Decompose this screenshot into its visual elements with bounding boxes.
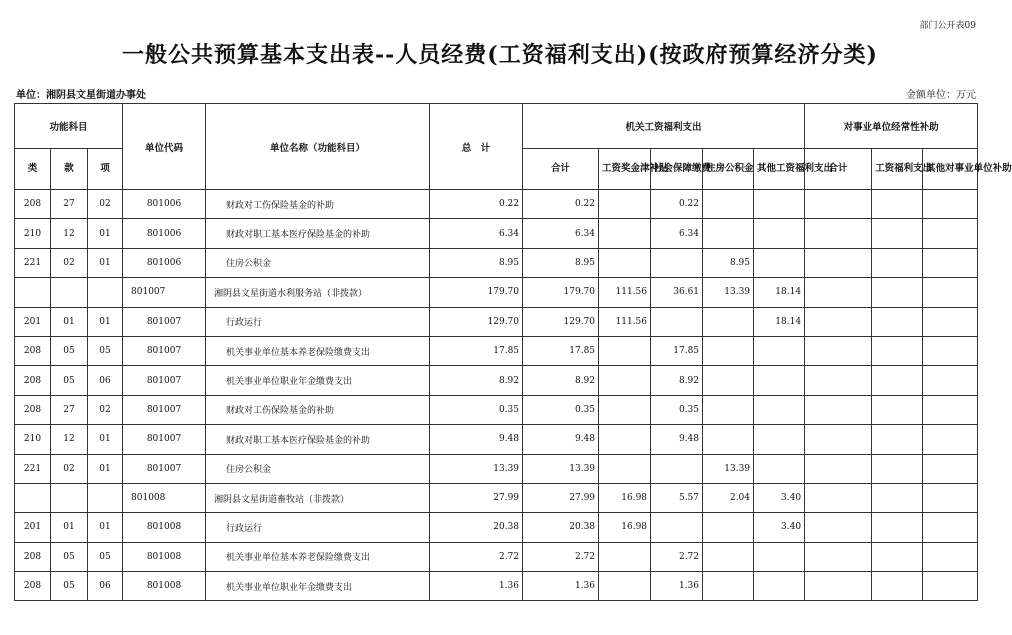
cell-unit-name: 机关事业单位职业年金缴费支出 (206, 366, 430, 395)
cell-gov-social (651, 454, 703, 483)
cell-unit-code: 801008 (123, 542, 206, 571)
table-row-unit-summary (15, 483, 978, 512)
cell-inst-wages (872, 190, 923, 219)
cell-lei: 208 (15, 336, 51, 365)
cell-inst-wages (872, 572, 923, 601)
cell-inst-other (923, 336, 978, 365)
cell-xiang: 02 (88, 395, 123, 424)
cell-inst-wages (872, 542, 923, 571)
cell-gov-subtotal: 17.85 (523, 336, 599, 365)
header-xiang: 项 (88, 149, 123, 190)
cell-inst-subtotal (805, 219, 872, 248)
cell-inst-wages (872, 425, 923, 454)
header-gov-group: 机关工资福利支出 (523, 104, 805, 149)
amount-unit-label: 金额单位：万元 (906, 90, 976, 101)
cell-lei: 201 (15, 513, 51, 542)
header-inst-subtotal: 合计 (805, 149, 872, 190)
cell-gov-housing: 8.95 (703, 248, 754, 277)
table-row (15, 307, 978, 336)
header-unit-name: 单位名称（功能科目） (206, 104, 430, 190)
cell-gov-social: 17.85 (651, 336, 703, 365)
cell-xiang: 06 (88, 366, 123, 395)
cell-unit-code: 801008 (123, 513, 206, 542)
cell-kuan: 05 (51, 542, 88, 571)
table-row (15, 219, 978, 248)
table-row (15, 248, 978, 277)
cell-lei (15, 278, 51, 307)
cell-inst-other (923, 307, 978, 336)
cell-lei: 221 (15, 248, 51, 277)
cell-inst-subtotal (805, 307, 872, 336)
header-gov-other: 其他工资福利支出 (754, 149, 805, 190)
cell-gov-wages: 16.98 (599, 513, 651, 542)
cell-xiang: 01 (88, 513, 123, 542)
cell-inst-other (923, 483, 978, 512)
cell-gov-housing (703, 425, 754, 454)
cell-inst-other (923, 425, 978, 454)
cell-total: 129.70 (430, 307, 523, 336)
cell-kuan: 02 (51, 454, 88, 483)
cell-gov-subtotal: 2.72 (523, 542, 599, 571)
cell-xiang (88, 483, 123, 512)
cell-inst-subtotal (805, 248, 872, 277)
table-row (15, 572, 978, 601)
cell-inst-wages (872, 219, 923, 248)
cell-gov-housing (703, 395, 754, 424)
header-inst-other: 其他对事业单位补助 (923, 149, 978, 190)
cell-inst-wages (872, 366, 923, 395)
cell-unit-code: 801007 (123, 425, 206, 454)
table-row-unit-summary (15, 278, 978, 307)
header-func-subject: 功能科目 (15, 104, 123, 149)
cell-total: 2.72 (430, 542, 523, 571)
cell-total: 6.34 (430, 219, 523, 248)
cell-inst-other (923, 454, 978, 483)
cell-gov-subtotal: 13.39 (523, 454, 599, 483)
table-row (15, 366, 978, 395)
cell-kuan: 01 (51, 307, 88, 336)
cell-lei: 208 (15, 542, 51, 571)
cell-inst-subtotal (805, 572, 872, 601)
cell-kuan: 27 (51, 395, 88, 424)
header-kuan: 款 (51, 149, 88, 190)
cell-gov-wages (599, 572, 651, 601)
cell-total: 8.95 (430, 248, 523, 277)
cell-total: 0.22 (430, 190, 523, 219)
cell-gov-social: 8.92 (651, 366, 703, 395)
cell-gov-other: 18.14 (754, 307, 805, 336)
table-number-note: 部门公开表09 (919, 21, 976, 31)
cell-xiang: 02 (88, 190, 123, 219)
cell-inst-subtotal (805, 454, 872, 483)
cell-gov-other (754, 454, 805, 483)
cell-inst-subtotal (805, 483, 872, 512)
cell-total: 17.85 (430, 336, 523, 365)
cell-xiang: 05 (88, 542, 123, 571)
header-gov-housing: 住房公积金 (703, 149, 754, 190)
cell-inst-subtotal (805, 513, 872, 542)
cell-gov-social (651, 307, 703, 336)
cell-lei: 208 (15, 395, 51, 424)
table-row (15, 513, 978, 542)
cell-lei: 210 (15, 219, 51, 248)
cell-gov-other (754, 542, 805, 571)
cell-unit-name: 行政运行 (206, 513, 430, 542)
cell-xiang (88, 278, 123, 307)
cell-inst-other (923, 366, 978, 395)
cell-unit-name: 财政对职工基本医疗保险基金的补助 (206, 425, 430, 454)
cell-gov-subtotal: 8.95 (523, 248, 599, 277)
header-gov-wages: 工资奖金津补贴 (599, 149, 651, 190)
cell-inst-wages (872, 248, 923, 277)
header-unit-code: 单位代码 (123, 104, 206, 190)
cell-gov-subtotal: 0.35 (523, 395, 599, 424)
cell-inst-other (923, 190, 978, 219)
cell-gov-social: 1.36 (651, 572, 703, 601)
cell-gov-subtotal: 1.36 (523, 572, 599, 601)
cell-gov-subtotal: 8.92 (523, 366, 599, 395)
cell-total: 1.36 (430, 572, 523, 601)
cell-unit-name: 财政对工伤保险基金的补助 (206, 395, 430, 424)
cell-lei: 208 (15, 190, 51, 219)
cell-gov-other (754, 219, 805, 248)
cell-inst-wages (872, 483, 923, 512)
cell-unit-name: 行政运行 (206, 307, 430, 336)
cell-gov-social: 5.57 (651, 483, 703, 512)
cell-kuan: 12 (51, 219, 88, 248)
header-inst-wages: 工资福利支出 (872, 149, 923, 190)
cell-unit-code: 801007 (123, 395, 206, 424)
cell-kuan: 01 (51, 513, 88, 542)
cell-total: 9.48 (430, 425, 523, 454)
cell-unit-name: 财政对工伤保险基金的补助 (206, 190, 430, 219)
cell-gov-housing (703, 513, 754, 542)
cell-unit-code: 801008 (123, 572, 206, 601)
table-body (15, 190, 978, 601)
cell-gov-housing (703, 219, 754, 248)
cell-gov-wages (599, 454, 651, 483)
cell-gov-subtotal: 6.34 (523, 219, 599, 248)
cell-inst-subtotal (805, 336, 872, 365)
page-title: 一般公共预算基本支出表--人员经费(工资福利支出)(按政府预算经济分类) (122, 42, 878, 68)
cell-xiang: 01 (88, 248, 123, 277)
cell-gov-wages (599, 336, 651, 365)
cell-inst-wages (872, 336, 923, 365)
cell-gov-wages: 111.56 (599, 307, 651, 336)
cell-gov-wages (599, 395, 651, 424)
cell-gov-social: 0.35 (651, 395, 703, 424)
cell-xiang: 01 (88, 219, 123, 248)
cell-lei: 201 (15, 307, 51, 336)
cell-total: 179.70 (430, 278, 523, 307)
cell-gov-housing: 13.39 (703, 278, 754, 307)
cell-gov-other (754, 190, 805, 219)
cell-gov-social (651, 513, 703, 542)
cell-unit-name: 住房公积金 (206, 454, 430, 483)
cell-gov-wages (599, 542, 651, 571)
cell-inst-other (923, 542, 978, 571)
cell-lei: 208 (15, 572, 51, 601)
cell-unit-code: 801006 (123, 219, 206, 248)
cell-unit-name: 湘阴县文星街道畜牧站（非拨款） (206, 483, 430, 512)
cell-total: 0.35 (430, 395, 523, 424)
table-row (15, 454, 978, 483)
cell-unit-code: 801007 (123, 336, 206, 365)
cell-gov-housing (703, 542, 754, 571)
cell-unit-code: 801008 (123, 483, 206, 512)
cell-gov-wages (599, 190, 651, 219)
cell-gov-other (754, 336, 805, 365)
cell-lei: 221 (15, 454, 51, 483)
table-row (15, 395, 978, 424)
unit-label: 单位：湘阴县文星街道办事处 (16, 90, 146, 101)
cell-inst-wages (872, 454, 923, 483)
cell-gov-social: 6.34 (651, 219, 703, 248)
cell-gov-subtotal: 20.38 (523, 513, 599, 542)
cell-inst-other (923, 248, 978, 277)
cell-gov-other (754, 248, 805, 277)
cell-inst-subtotal (805, 395, 872, 424)
header-total: 总 计 (430, 104, 523, 190)
cell-total: 27.99 (430, 483, 523, 512)
cell-inst-other (923, 513, 978, 542)
cell-lei: 208 (15, 366, 51, 395)
cell-kuan: 12 (51, 425, 88, 454)
cell-total: 13.39 (430, 454, 523, 483)
cell-inst-other (923, 219, 978, 248)
cell-gov-social (651, 248, 703, 277)
cell-inst-other (923, 572, 978, 601)
cell-gov-housing: 13.39 (703, 454, 754, 483)
cell-inst-wages (872, 278, 923, 307)
cell-gov-other (754, 572, 805, 601)
cell-total: 8.92 (430, 366, 523, 395)
cell-gov-social: 36.61 (651, 278, 703, 307)
cell-unit-code: 801006 (123, 190, 206, 219)
cell-unit-code: 801007 (123, 307, 206, 336)
header-gov-social: 社会保障缴费 (651, 149, 703, 190)
cell-gov-subtotal: 9.48 (523, 425, 599, 454)
cell-inst-wages (872, 395, 923, 424)
cell-xiang: 01 (88, 307, 123, 336)
cell-unit-code: 801006 (123, 248, 206, 277)
cell-gov-subtotal: 179.70 (523, 278, 599, 307)
cell-gov-wages: 111.56 (599, 278, 651, 307)
cell-inst-subtotal (805, 366, 872, 395)
cell-inst-other (923, 278, 978, 307)
cell-total: 20.38 (430, 513, 523, 542)
cell-gov-wages (599, 248, 651, 277)
cell-lei (15, 483, 51, 512)
cell-gov-housing: 2.04 (703, 483, 754, 512)
cell-unit-name: 机关事业单位基本养老保险缴费支出 (206, 542, 430, 571)
cell-inst-subtotal (805, 542, 872, 571)
cell-unit-code: 801007 (123, 454, 206, 483)
cell-lei: 210 (15, 425, 51, 454)
cell-gov-wages (599, 425, 651, 454)
cell-kuan (51, 483, 88, 512)
cell-unit-code: 801007 (123, 366, 206, 395)
cell-xiang: 01 (88, 425, 123, 454)
cell-inst-subtotal (805, 190, 872, 219)
cell-kuan: 05 (51, 366, 88, 395)
cell-gov-other: 3.40 (754, 513, 805, 542)
cell-inst-wages (872, 513, 923, 542)
cell-gov-other (754, 395, 805, 424)
cell-xiang: 05 (88, 336, 123, 365)
cell-gov-social: 9.48 (651, 425, 703, 454)
cell-gov-subtotal: 0.22 (523, 190, 599, 219)
cell-unit-name: 湘阴县文星街道水利服务站（非拨款） (206, 278, 430, 307)
cell-unit-name: 机关事业单位基本养老保险缴费支出 (206, 336, 430, 365)
cell-inst-other (923, 395, 978, 424)
cell-gov-subtotal: 129.70 (523, 307, 599, 336)
cell-gov-social: 0.22 (651, 190, 703, 219)
cell-unit-name: 住房公积金 (206, 248, 430, 277)
cell-gov-wages (599, 219, 651, 248)
table-row (15, 425, 978, 454)
cell-unit-name: 机关事业单位职业年金缴费支出 (206, 572, 430, 601)
table-row (15, 542, 978, 571)
cell-gov-housing (703, 190, 754, 219)
cell-kuan: 02 (51, 248, 88, 277)
cell-gov-housing (703, 572, 754, 601)
cell-kuan: 27 (51, 190, 88, 219)
cell-gov-social: 2.72 (651, 542, 703, 571)
cell-inst-subtotal (805, 278, 872, 307)
cell-inst-wages (872, 307, 923, 336)
cell-gov-housing (703, 336, 754, 365)
header-inst-group: 对事业单位经常性补助 (805, 104, 978, 149)
cell-gov-wages (599, 366, 651, 395)
cell-xiang: 01 (88, 454, 123, 483)
header-lei: 类 (15, 149, 51, 190)
cell-gov-other: 3.40 (754, 483, 805, 512)
table-row (15, 336, 978, 365)
cell-inst-subtotal (805, 425, 872, 454)
table-row (15, 190, 978, 219)
cell-gov-wages: 16.98 (599, 483, 651, 512)
cell-gov-housing (703, 307, 754, 336)
cell-gov-subtotal: 27.99 (523, 483, 599, 512)
header-gov-subtotal: 合计 (523, 149, 599, 190)
cell-kuan: 05 (51, 572, 88, 601)
cell-gov-other: 18.14 (754, 278, 805, 307)
cell-unit-code: 801007 (123, 278, 206, 307)
cell-xiang: 06 (88, 572, 123, 601)
cell-unit-name: 财政对职工基本医疗保险基金的补助 (206, 219, 430, 248)
budget-table (14, 103, 1012, 601)
cell-gov-other (754, 425, 805, 454)
cell-kuan: 05 (51, 336, 88, 365)
cell-kuan (51, 278, 88, 307)
cell-gov-other (754, 366, 805, 395)
cell-gov-housing (703, 366, 754, 395)
